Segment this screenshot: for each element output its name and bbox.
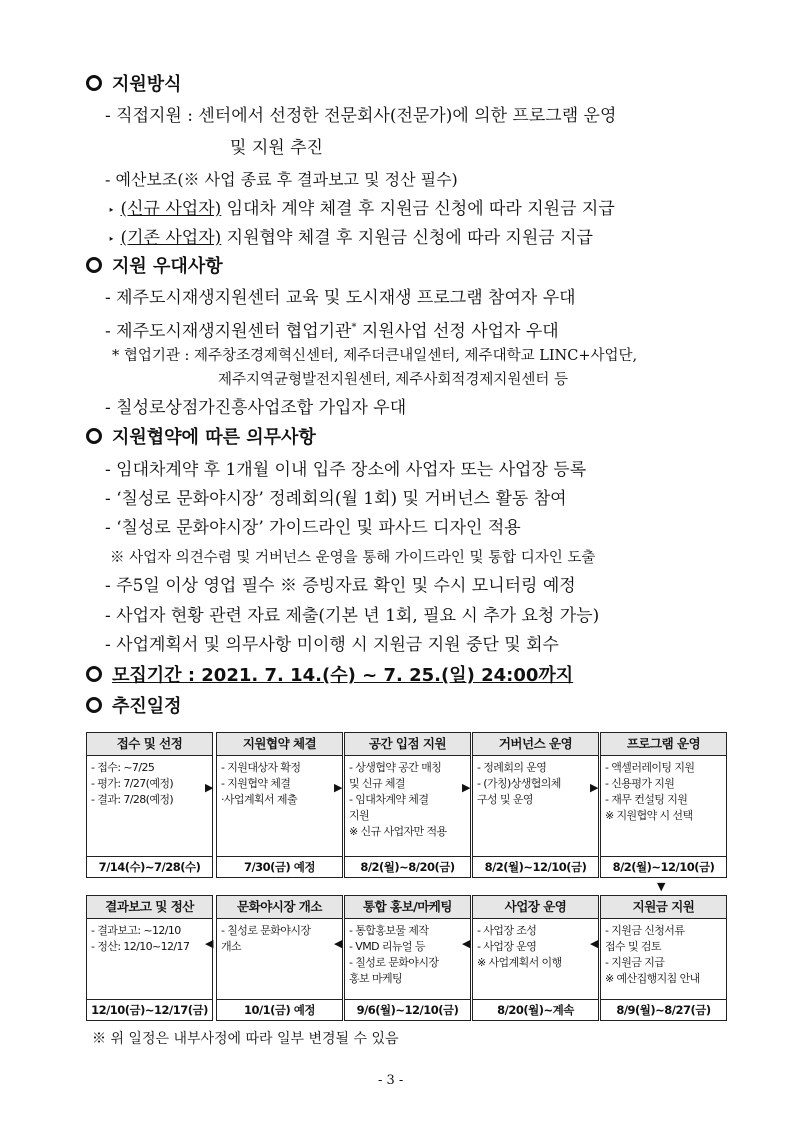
triangle-bullet-icon: ‣ (108, 204, 115, 217)
circle-bullet-icon (86, 257, 102, 273)
existing-business-line: ‣ (기존 사업자) 지원협약 체결 후 지원금 신청에 따라 지원금 지급 (108, 228, 593, 248)
schedule-box-program: 프로그램 운영 - 액셀러레이팅 지원 - 신용평가 지원 - 재무 컨설팅 지원 ※ 지원협약 시 선택 8/2(월)~12/10(금) (600, 732, 727, 878)
triangle-bullet-icon: ‣ (108, 233, 115, 246)
schedule-box-marketing: 통합 홍보/마케팅 - 통합홍보물 제작 - VMD 리뉴얼 등 - 칠성로 문화야시장 홍보 마케팅 9/6(월)~12/10(금) (344, 895, 471, 1021)
direct-support-line1: - 직접지원 : 센터에서 선정한 전문회사(전문가)에 의한 프로그램 운영 (105, 106, 617, 126)
arrow-right-icon: ▶ (462, 781, 471, 794)
schedule-box-body: - 접수: ~7/25 - 평가: 7/27(예정) - 결과: 7/28(예정) (91, 761, 174, 806)
schedule-note: ※ 위 일정은 내부사정에 따라 일부 변경될 수 있음 (92, 1031, 399, 1047)
arrow-down-icon: ▼ (657, 880, 666, 893)
arrow-left-icon: ◀ (462, 937, 471, 950)
circle-bullet-icon (86, 697, 102, 713)
preference-item-1: - 제주도시재생지원센터 교육 및 도시재생 프로그램 참여자 우대 (105, 288, 576, 308)
schedule-box-body: - 액셀러레이팅 지원 - 신용평가 지원 - 재무 컨설팅 지원 ※ 지원협약 시 선택 (605, 761, 695, 822)
schedule-box-funding: 지원금 지원 - 지원금 신청서류 접수 및 검토 - 지원금 지급 ※ 예산집행지침 안내 8/9(월)~8/27(금) (600, 895, 727, 1021)
obligation-item-4: - 주5일 이상 영업 필수 ※ 증빙자료 확인 및 수시 모니터링 예정 (105, 576, 576, 596)
schedule-box-body: - 지원금 신청서류 접수 및 검토 - 지원금 지급 ※ 예산집행지침 안내 (605, 924, 700, 985)
schedule-box-body: - 상생협약 공간 매칭 및 신규 체결 - 임대차계약 체결 지원 ※ 신규 사업자만 적용 (349, 761, 447, 838)
arrow-left-icon: ◀ (590, 937, 599, 950)
partner-note-1: * 협업기관 : 제주창조경제혁신센터, 제주더큰내일센터, 제주대학교 LINC+사업단, (112, 348, 638, 364)
preference-item-3: - 칠성로상점가진흥사업조합 가입자 우대 (105, 398, 407, 418)
circle-bullet-icon (86, 666, 102, 682)
schedule-box-governance: 거버넌스 운영 - 정례회의 운영 - (가칭)상생협의체 구성 및 운영 8/2(월)~12/10(금) (472, 732, 599, 878)
obligation-note: ※ 사업자 의견수렴 및 거버넌스 운영을 통해 가이드라인 및 통합 디자인 도출 (110, 550, 596, 566)
obligation-item-6: - 사업계획서 및 의무사항 미이행 시 지원금 지원 중단 및 회수 (105, 635, 559, 655)
arrow-left-icon: ◀ (205, 937, 214, 950)
new-business-line: ‣ (신규 사업자) 임대차 계약 체결 후 지원금 신청에 따라 지원금 지급 (108, 199, 615, 219)
page-number: - 3 - (378, 1073, 404, 1088)
arrow-left-icon: ◀ (334, 937, 343, 950)
budget-subsidy-line: - 예산보조(※ 사업 종료 후 결과보고 및 정산 필수) (105, 170, 458, 189)
schedule-box-space: 공간 입점 지원 - 상생협약 공간 매칭 및 신규 체결 - 임대차계약 체결 지원 ※ 신규 사업자만 적용 8/2(월)~8/20(금) (344, 732, 471, 878)
schedule-box-body: - 결과보고: ~12/10 - 정산: 12/10~12/17 (91, 924, 190, 953)
direct-support-line2: 및 지원 추진 (230, 138, 323, 158)
circle-bullet-icon (86, 75, 102, 91)
schedule-box-body: - 사업장 조성 - 사업장 운영 ※ 사업계획서 이행 (477, 924, 562, 969)
schedule-box-agreement: 지원협약 체결 - 지원대상자 확정 - 지원협약 체결 ·사업계획서 제출 7/30(금) 예정 (216, 732, 343, 878)
partner-note-2: 제주지역균형발전지원센터, 제주사회적경제지원센터 등 (218, 372, 568, 388)
schedule-box-operation: 사업장 운영 - 사업장 조성 - 사업장 운영 ※ 사업계획서 이행 8/20(월)~계속 (472, 895, 599, 1021)
obligation-item-5: - 사업자 현황 관련 자료 제출(기본 년 1회, 필요 시 추가 요청 가능) (105, 606, 600, 626)
preference-item-2: - 제주도시재생지원센터 협업기관* 지원사업 선정 사업자 우대 (105, 321, 559, 342)
arrow-right-icon: ▶ (334, 781, 343, 794)
arrow-right-icon: ▶ (590, 781, 599, 794)
schedule-box-body: - 칠성로 문화야시장 개소 (221, 924, 311, 953)
schedule-box-application: 접수 및 선정 - 접수: ~7/25 - 평가: 7/27(예정) - 결과: 7/28(예정) 7/14(수)~7/28(수) (86, 732, 213, 878)
schedule-box-body: - 지원대상자 확정 - 지원협약 체결 ·사업계획서 제출 (221, 761, 301, 806)
section-heading-obligation: 지원협약에 따른 의무사항 (86, 426, 316, 450)
obligation-item-3: - ‘칠성로 문화야시장’ 가이드라인 및 파사드 디자인 적용 (105, 518, 521, 538)
schedule-box-settlement: 결과보고 및 정산 - 결과보고: ~12/10 - 정산: 12/10~12/17 12/10(금)~12/17(금) (86, 895, 213, 1021)
circle-bullet-icon (86, 428, 102, 444)
schedule-box-body: - 통합홍보물 제작 - VMD 리뉴얼 등 - 칠성로 문화야시장 홍보 마케팅 (349, 924, 439, 985)
section-heading-preference: 지원 우대사항 (86, 255, 223, 279)
arrow-right-icon: ▶ (205, 781, 214, 794)
section-heading-schedule: 추진일정 (86, 695, 182, 719)
section-heading-method: 지원방식 (86, 73, 182, 97)
schedule-box-market-open: 문화야시장 개소 - 칠성로 문화야시장 개소 10/1(금) 예정 (216, 895, 343, 1021)
schedule-box-body: - 정례회의 운영 - (가칭)상생협의체 구성 및 운영 (477, 761, 561, 806)
obligation-item-2: - ‘칠성로 문화야시장’ 정례회의(월 1회) 및 거버넌스 활동 참여 (105, 489, 567, 509)
obligation-item-1: - 임대차계약 후 1개월 이내 입주 장소에 사업자 또는 사업장 등록 (105, 460, 587, 480)
section-heading-period: 모집기간 : 2021. 7. 14.(수) ~ 7. 25.(일) 24:00까지 (86, 664, 573, 688)
